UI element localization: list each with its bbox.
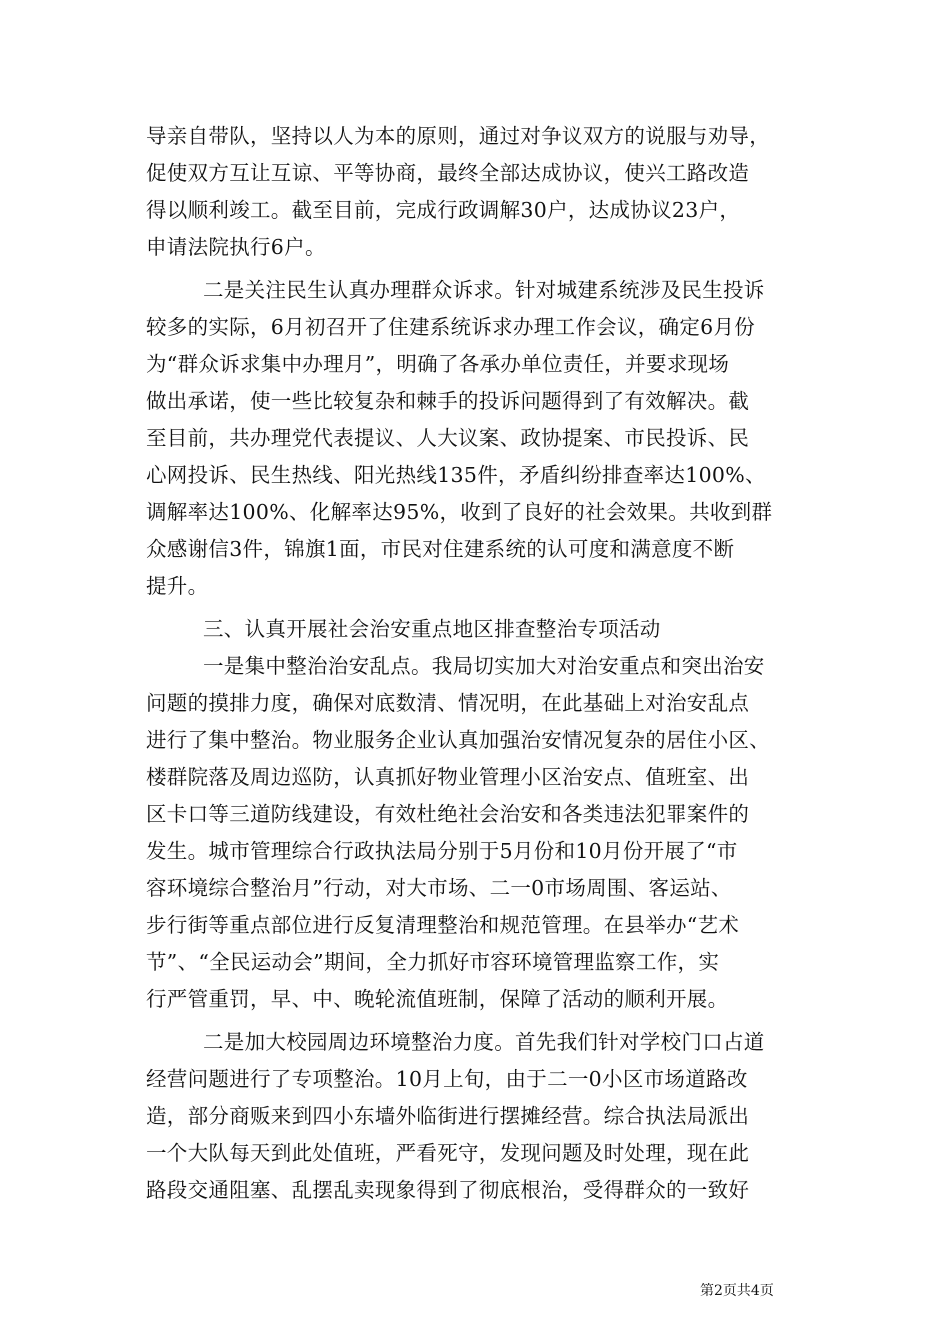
text-line: 导亲自带队，坚持以人为本的原则，通过对争议双方的说服与劝导， [146,124,770,148]
paragraph [146,118,826,266]
paragraph [146,1024,826,1209]
text-line: 二是加大校园周边环境整治力度。首先我们针对学校门口占道 [203,1030,765,1054]
text-line: 心网投诉、民生热线、阳光热线135件，矛盾纠纷排查率达100%、 [146,463,766,487]
text-line: 容环境综合整治月”行动，对大市场、二一0市场周围、客运站、 [146,876,732,900]
text-line: 一是集中整治治安乱点。我局切实加大对治安重点和突出治安 [203,654,765,678]
document-body [146,118,826,1209]
text-line: 提升。 [146,574,209,598]
text-line: 至目前，共办理党代表提议、人大议案、政协提案、市民投诉、民 [146,426,750,450]
page-number-footer: 第2页共4页 [700,1283,774,1299]
text-line: 促使双方互让互谅、平等协商，最终全部达成协议，使兴工路改造 [146,161,750,185]
text-line: 节”、“全民运动会”期间，全力抓好市容环境管理监察工作，实 [146,950,720,974]
text-line: 较多的实际，6月初召开了住建系统诉求办理工作会议，确定6月份 [146,315,756,339]
text-line: 区卡口等三道防线建设，有效杜绝社会治安和各类违法犯罪案件的 [146,802,750,826]
text-line: 为“群众诉求集中办理月”，明确了各承办单位责任，并要求现场 [146,352,730,376]
paragraph [146,648,826,1018]
text-line: 调解率达100%、化解率达95%，收到了良好的社会效果。共收到群 [146,500,773,524]
section-heading [146,611,826,648]
text-line: 行严管重罚，早、中、晚轮流值班制，保障了活动的顺利开展。 [146,987,729,1011]
text-line: 众感谢信3件，锦旗1面，市民对住建系统的认可度和满意度不断 [146,537,735,561]
text-line: 进行了集中整治。物业服务企业认真加强治安情况复杂的居住小区、 [146,728,770,752]
paragraph [146,272,826,605]
text-line: 三、认真开展社会治安重点地区排查整治专项活动 [203,617,661,641]
text-line: 楼群院落及周边巡防，认真抓好物业管理小区治安点、值班室、出 [146,765,750,789]
text-line: 做出承诺，使一些比较复杂和棘手的投诉问题得到了有效解决。截 [146,389,750,413]
text-line: 路段交通阻塞、乱摆乱卖现象得到了彻底根治，受得群众的一致好 [146,1178,750,1202]
text-line: 一个大队每天到此处值班，严看死守，发现问题及时处理，现在此 [146,1141,750,1165]
text-line: 二是关注民生认真办理群众诉求。针对城建系统涉及民生投诉 [203,278,765,302]
text-line: 发生。城市管理综合行政执法局分别于5月份和10月份开展了“市 [146,839,738,863]
text-line: 申请法院执行6户。 [146,235,326,259]
text-line: 得以顺利竣工。截至目前，完成行政调解30户，达成协议23户， [146,198,741,222]
text-line: 问题的摸排力度，确保对底数清、情况明，在此基础上对治安乱点 [146,691,750,715]
text-line: 步行街等重点部位进行反复清理整治和规范管理。在县举办“艺术 [146,913,740,937]
text-line: 经营问题进行了专项整治。10月上旬，由于二一0小区市场道路改 [146,1067,748,1091]
text-line: 造，部分商贩来到四小东墙外临街进行摆摊经营。综合执法局派出 [146,1104,750,1128]
